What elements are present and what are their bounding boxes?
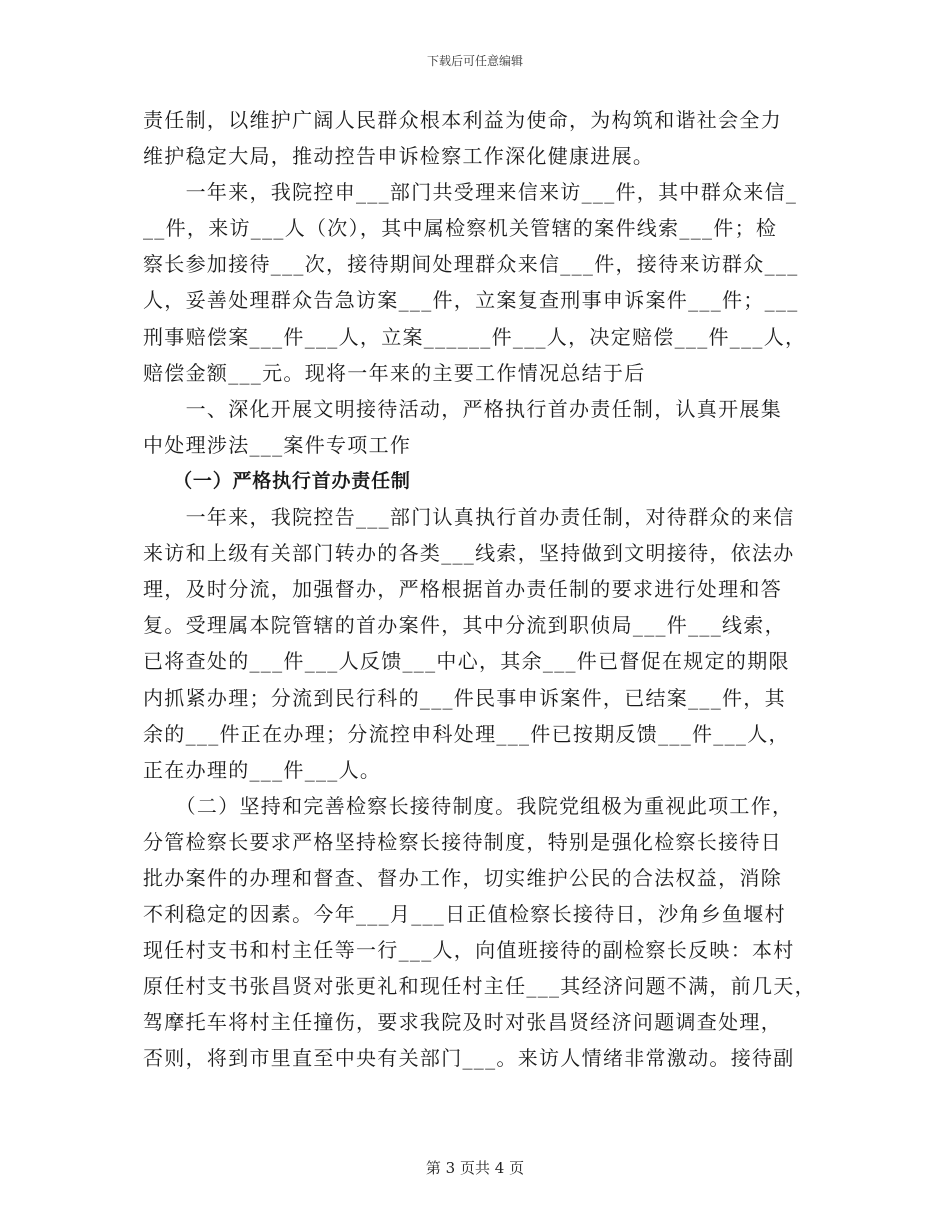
subsection-heading: （一）严格执行首办责任制 xyxy=(143,469,411,492)
text-line: 余的___件正在办理；分流控申科处理___件已按期反馈___件___人， xyxy=(143,721,790,746)
text-line: 内抓紧办理；分流到民行科的___件民事申诉案件，已结案___件，其 xyxy=(143,685,786,710)
page-header: 下载后可任意编辑 xyxy=(426,54,523,68)
text-line: 分管检察长要求严格坚持检察长接待制度，特别是强化检察长接待日 xyxy=(143,829,782,854)
text-line: 驾摩托车将村主任撞伤，要求我院及时对张昌贤经济问题调查处理， xyxy=(143,1010,782,1035)
text-line: 来访和上级有关部门转办的各类___线索，坚持做到文明接待，依法办 xyxy=(143,541,795,566)
section-heading: 一、深化开展文明接待活动，严格执行首办责任制，认真开展集 xyxy=(143,396,782,421)
text-line: 已将查处的___件___人反馈___中心，其余___件已督促在规定的期限 xyxy=(143,649,790,674)
text-line: 刑事赔偿案___件___人，立案______件___人，决定赔偿___件___人， xyxy=(143,324,807,349)
document-body xyxy=(143,102,815,1077)
text-line: 维护稳定大局，推动控告申诉检察工作深化健康进展。 xyxy=(143,144,655,169)
text-line: 理，及时分流，加强督办，严格根据首办责任制的要求进行处理和答 xyxy=(143,577,782,602)
text-line: 批办案件的办理和督查、督办工作，切实维护公民的合法权益，消除 xyxy=(143,865,782,890)
text-line: 原任村支书张昌贤对张更礼和现任村主任___其经济问题不满，前几天， xyxy=(143,974,816,999)
text-line: 察长参加接待___次，接待期间处理群众来信___件，接待来访群众___ xyxy=(143,252,799,277)
text-line: 赔偿金额___元。现将一年来的主要工作情况总结于后 xyxy=(143,360,646,385)
text-line: 人，妥善处理群众告急访案___件，立案复查刑事申诉案件___件；___ xyxy=(143,288,799,313)
text-line: 现任村支书和村主任等一行___人，向值班接待的副检察长反映：本村 xyxy=(143,938,795,963)
text-line: （二）坚持和完善检察长接待制度。我院党组极为重视此项工作， xyxy=(143,793,794,818)
text-line: 责任制，以维护广阔人民群众根本利益为使命，为构筑和谐社会全力 xyxy=(143,108,782,132)
text-line: 一年来，我院控申___部门共受理来信来访___件，其中群众来信_ xyxy=(143,180,798,205)
page-number: 第 3 页共 4 页 xyxy=(425,1159,525,1177)
text-line: 不利稳定的因素。今年___月___日正值检察长接待日，沙角乡鱼堰村 xyxy=(143,902,786,927)
text-line: __件，来访___人（次），其中属检察机关管辖的案件线索___件；检 xyxy=(143,216,778,241)
section-heading-continued: 中处理涉法___案件专项工作 xyxy=(143,432,412,457)
text-line: 一年来，我院控告___部门认真执行首办责任制，对待群众的来信 xyxy=(143,505,795,530)
text-line: 正在办理的___件___人。 xyxy=(143,757,382,782)
text-line: 复。受理属本院管辖的首办案件，其中分流到职侦局___件___线索， xyxy=(143,613,786,638)
text-line: 否则，将到市里直至中央有关部门___。来访人情绪非常激动。接待副 xyxy=(143,1046,795,1071)
